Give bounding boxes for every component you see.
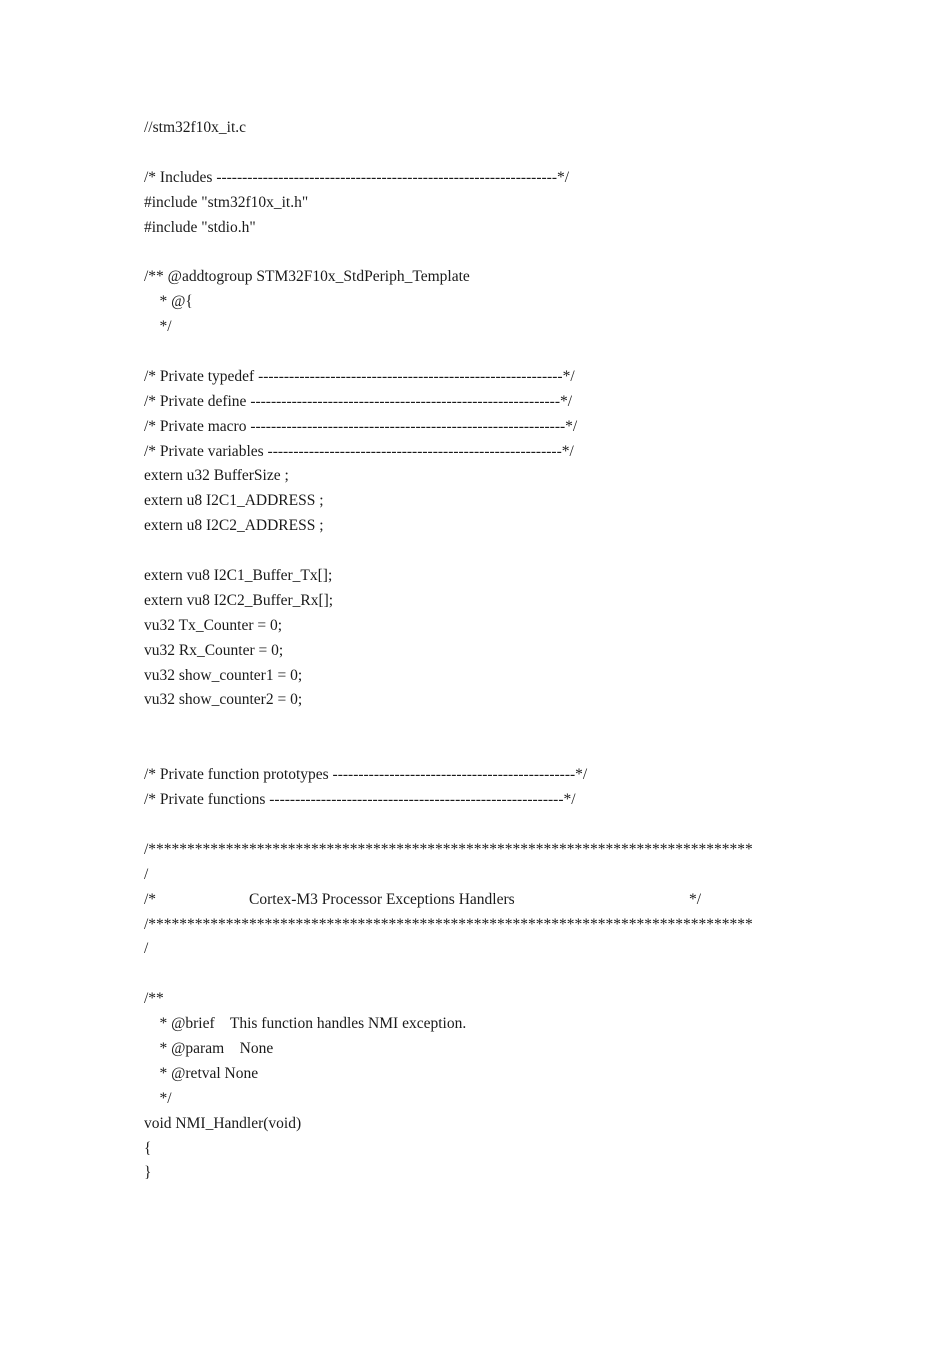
code-line — [144, 962, 844, 987]
code-line: /* Includes ------------------------------------------------------------------*/ — [144, 168, 570, 186]
code-line: /* Private macro -------------------------------------------------------------*/ — [144, 417, 578, 435]
code-line: vu32 show_counter1 = 0; — [144, 666, 303, 684]
code-line: vu32 Rx_Counter = 0; — [144, 641, 284, 659]
code-line: extern vu8 I2C1_Buffer_Tx[]; — [144, 567, 333, 585]
code-line: extern vu8 I2C2_Buffer_Rx[]; — [144, 591, 334, 609]
code-line: /** @addtogroup STM32F10x_StdPeriph_Template — [144, 268, 470, 286]
code-line: //stm32f10x_it.c — [144, 119, 247, 136]
code-line: * @retval None — [144, 1064, 259, 1082]
code-line — [144, 340, 844, 365]
code-line: * @param None — [144, 1039, 274, 1057]
code-line: /****************************************************************************** — [144, 840, 753, 858]
code-line: /** — [144, 990, 164, 1008]
code-line: / — [144, 865, 149, 883]
code-line: * @{ — [144, 293, 193, 311]
code-line: #include "stm32f10x_it.h" — [144, 193, 309, 211]
code-line — [144, 813, 844, 838]
code-line: */ — [144, 318, 172, 336]
code-line: #include "stdio.h" — [144, 218, 256, 236]
code-line: /* Cortex-M3 Processor Exceptions Handlers */ — [144, 890, 702, 908]
code-line: } — [144, 1164, 152, 1182]
code-line — [144, 240, 844, 265]
code-line: /* Private functions ---------------------------------------------------------*/ — [144, 791, 576, 809]
code-line: /* Private function prototypes -----------------------------------------------*/ — [144, 766, 588, 784]
code-line — [144, 738, 844, 763]
code-line — [144, 713, 844, 738]
code-line — [144, 539, 844, 564]
code-listing — [144, 116, 844, 1186]
code-line: vu32 show_counter2 = 0; — [144, 691, 303, 709]
code-line: vu32 Tx_Counter = 0; — [144, 616, 283, 634]
code-line: / — [144, 940, 149, 958]
code-line: { — [144, 1139, 152, 1157]
code-line — [144, 141, 844, 166]
code-line: * @brief This function handles NMI exception. — [144, 1015, 467, 1033]
code-line: /****************************************************************************** — [144, 915, 753, 933]
code-line: /* Private variables ---------------------------------------------------------*/ — [144, 442, 574, 460]
code-line: */ — [144, 1089, 172, 1107]
code-line: extern u32 BufferSize ; — [144, 467, 289, 485]
code-line: extern u8 I2C2_ADDRESS ; — [144, 517, 324, 535]
code-line: /* Private typedef -----------------------------------------------------------*/ — [144, 367, 575, 385]
code-line: extern u8 I2C1_ADDRESS ; — [144, 492, 324, 510]
code-line: /* Private define ------------------------------------------------------------*/ — [144, 392, 573, 410]
code-line: void NMI_Handler(void) — [144, 1114, 302, 1132]
